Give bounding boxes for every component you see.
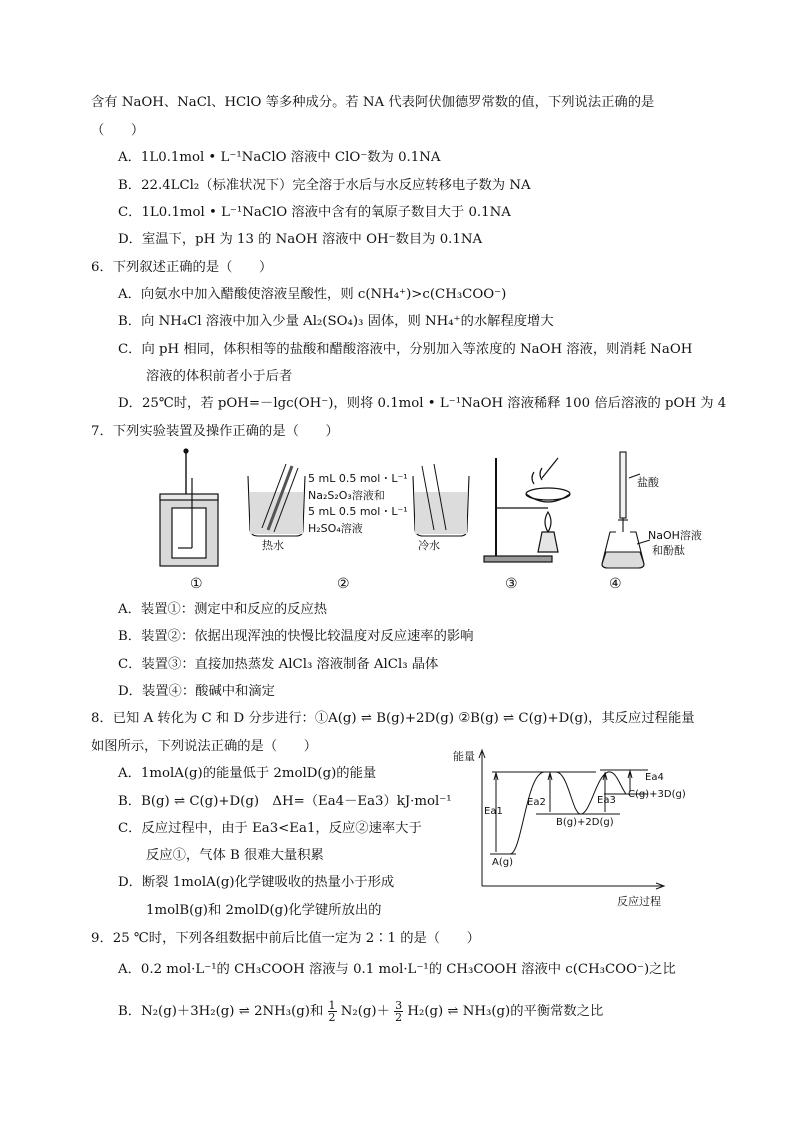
q9-option-b-mid: N₂(g)＋	[340, 1004, 390, 1019]
graph-label-a: A(g)	[492, 857, 513, 868]
graph-label-ea1: Ea1	[484, 806, 503, 817]
fig-number-4: ④	[609, 576, 622, 592]
q5-option-c: C．1L0.1mol • L⁻¹NaClO 溶液中含有的氧原子数目大于 0.1NA	[118, 205, 511, 220]
fraction-half-1: $\frac{1}{2}$	[328, 999, 336, 1024]
graph-label-ea3: Ea3	[597, 795, 616, 806]
q5-stem-line1: 含有 NaOH、NaCl、HClO 等多种成分。若 NA 代表阿伏伽德罗常数的值，下列说法正确的是	[91, 95, 655, 110]
q7-option-b: B．装置②：依据出现浑浊的快慢比较温度对反应速率的影响	[118, 629, 474, 644]
fraction-three-halves: $\frac{3}{2}$	[395, 999, 403, 1024]
q7-option-d: D．装置④：酸碱中和滴定	[118, 684, 275, 699]
q5-stem-line2: （ ）	[91, 123, 145, 138]
q5-option-d: D．室温下，pH 为 13 的 NaOH 溶液中 OH⁻数目为 0.1NA	[118, 232, 483, 247]
calorimeter-icon	[160, 449, 218, 566]
fig-number-3: ③	[505, 576, 518, 592]
q5-option-a: A．1L0.1mol • L⁻¹NaClO 溶液中 ClO⁻数为 0.1NA	[118, 150, 441, 165]
fig-label-naoh2: 和酚酞	[652, 544, 685, 557]
q8-option-c-line1: C．反应过程中，由于 Ea3<Ea1，反应②速率大于	[118, 821, 422, 836]
q8-stem-line1: 8．已知 A 转化为 C 和 D 分步进行：①A(g) ⇌ B(g)+2D(g) ②B(g) ⇌ C(g)+D(g)，其反应过程能量	[91, 711, 695, 726]
q7-stem: 7．下列实验装置及操作正确的是（ ）	[91, 424, 339, 439]
q9-option-b-post: H₂(g) ⇌ NH₃(g)的平衡常数之比	[407, 1004, 604, 1019]
q7-option-a: A．装置①：测定中和反应的反应热	[118, 602, 328, 617]
fig-label-soln3: 5 mL 0.5 mol・L⁻¹	[308, 505, 408, 518]
fig-label-naoh1: NaOH溶液	[648, 529, 702, 542]
graph-label-ea4: Ea4	[645, 772, 664, 783]
graph-label-c: C(g)+3D(g)	[628, 789, 686, 800]
fig-number-1: ①	[190, 576, 203, 592]
fig-label-soln2: Na₂S₂O₃溶液和	[308, 489, 385, 502]
q9-option-b-pre: B．N₂(g)＋3H₂(g) ⇌ 2NH₃(g)和	[118, 1004, 324, 1019]
fig-label-soln1: 5 mL 0.5 mol・L⁻¹	[308, 472, 408, 485]
q6-option-b: B．向 NH₄Cl 溶液中加入少量 Al₂(SO₄)₃ 固体，则 NH₄⁺的水解程度增大	[118, 314, 554, 329]
q7-apparatus-figure	[140, 448, 700, 573]
q8-option-d-line2: 1molB(g)和 2molD(g)化学键所放出的	[146, 903, 382, 918]
graph-label-ea2: Ea2	[527, 797, 546, 808]
q6-option-a: A．向氨水中加入醋酸使溶液呈酸性，则 c(NH₄⁺)>c(CH₃COO⁻)	[118, 287, 507, 302]
q8-option-b: B．B(g) ⇌ C(g)+D(g) ΔH=（Ea4－Ea3）kJ·mol⁻¹	[118, 794, 452, 809]
q6-option-c-line2: 溶液的体积前者小于后者	[146, 369, 293, 384]
q7-option-c: C．装置③：直接加热蒸发 AlCl₃ 溶液制备 AlCl₃ 晶体	[118, 657, 439, 672]
fig-number-2: ②	[337, 576, 350, 592]
energy-profile-diagram	[440, 746, 670, 908]
evaporation-stand-icon	[484, 458, 570, 562]
graph-ylabel: 能量	[453, 750, 475, 763]
graph-xlabel: 反应过程	[617, 895, 661, 908]
titration-burette-icon	[602, 452, 650, 568]
q6-stem: 6．下列叙述正确的是（ ）	[91, 260, 273, 275]
energy-curve	[490, 772, 626, 854]
graph-label-b: B(g)+2D(g)	[556, 817, 614, 828]
beaker-hot-water-icon	[248, 464, 305, 536]
q8-option-a: A．1molA(g)的能量低于 2molD(g)的能量	[118, 766, 377, 781]
fig-label-soln4: H₂SO₄溶液	[308, 522, 363, 535]
q5-option-b: B．22.4LCl₂（标准状况下）完全溶于水后与水反应转移电子数为 NA	[118, 178, 531, 193]
q6-option-d: D．25℃时，若 pOH=－lgc(OH⁻)，则将 0.1mol • L⁻¹NaOH 溶液稀释 100 倍后溶液的 pOH 为 4	[118, 396, 727, 411]
q9-stem: 9．25 ℃时，下列各组数据中前后比值一定为 2∶1 的是（ ）	[91, 931, 480, 946]
fig-label-hcl: 盐酸	[637, 476, 659, 489]
q6-option-c-line1: C．向 pH 相同，体积相等的盐酸和醋酸溶液中，分别加入等浓度的 NaOH 溶液，则消耗 NaOH	[118, 342, 693, 357]
q8-option-d-line1: D．断裂 1molA(g)化学键吸收的热量小于形成	[118, 875, 395, 890]
q8-option-c-line2: 反应①，气体 B 很难大量积累	[146, 848, 324, 863]
beaker-cold-water-icon	[413, 464, 469, 536]
fig-label-cold-water: 冷水	[418, 539, 440, 552]
q9-option-b	[118, 1000, 603, 1023]
q8-stem-line2: 如图所示，下列说法正确的是（ ）	[91, 739, 318, 754]
fig-label-hot-water: 热水	[262, 539, 284, 552]
q9-option-a: A．0.2 mol·L⁻¹的 CH₃COOH 溶液与 0.1 mol·L⁻¹的 CH₃COOH 溶液中 c(CH₃COO⁻)之比	[118, 962, 676, 977]
